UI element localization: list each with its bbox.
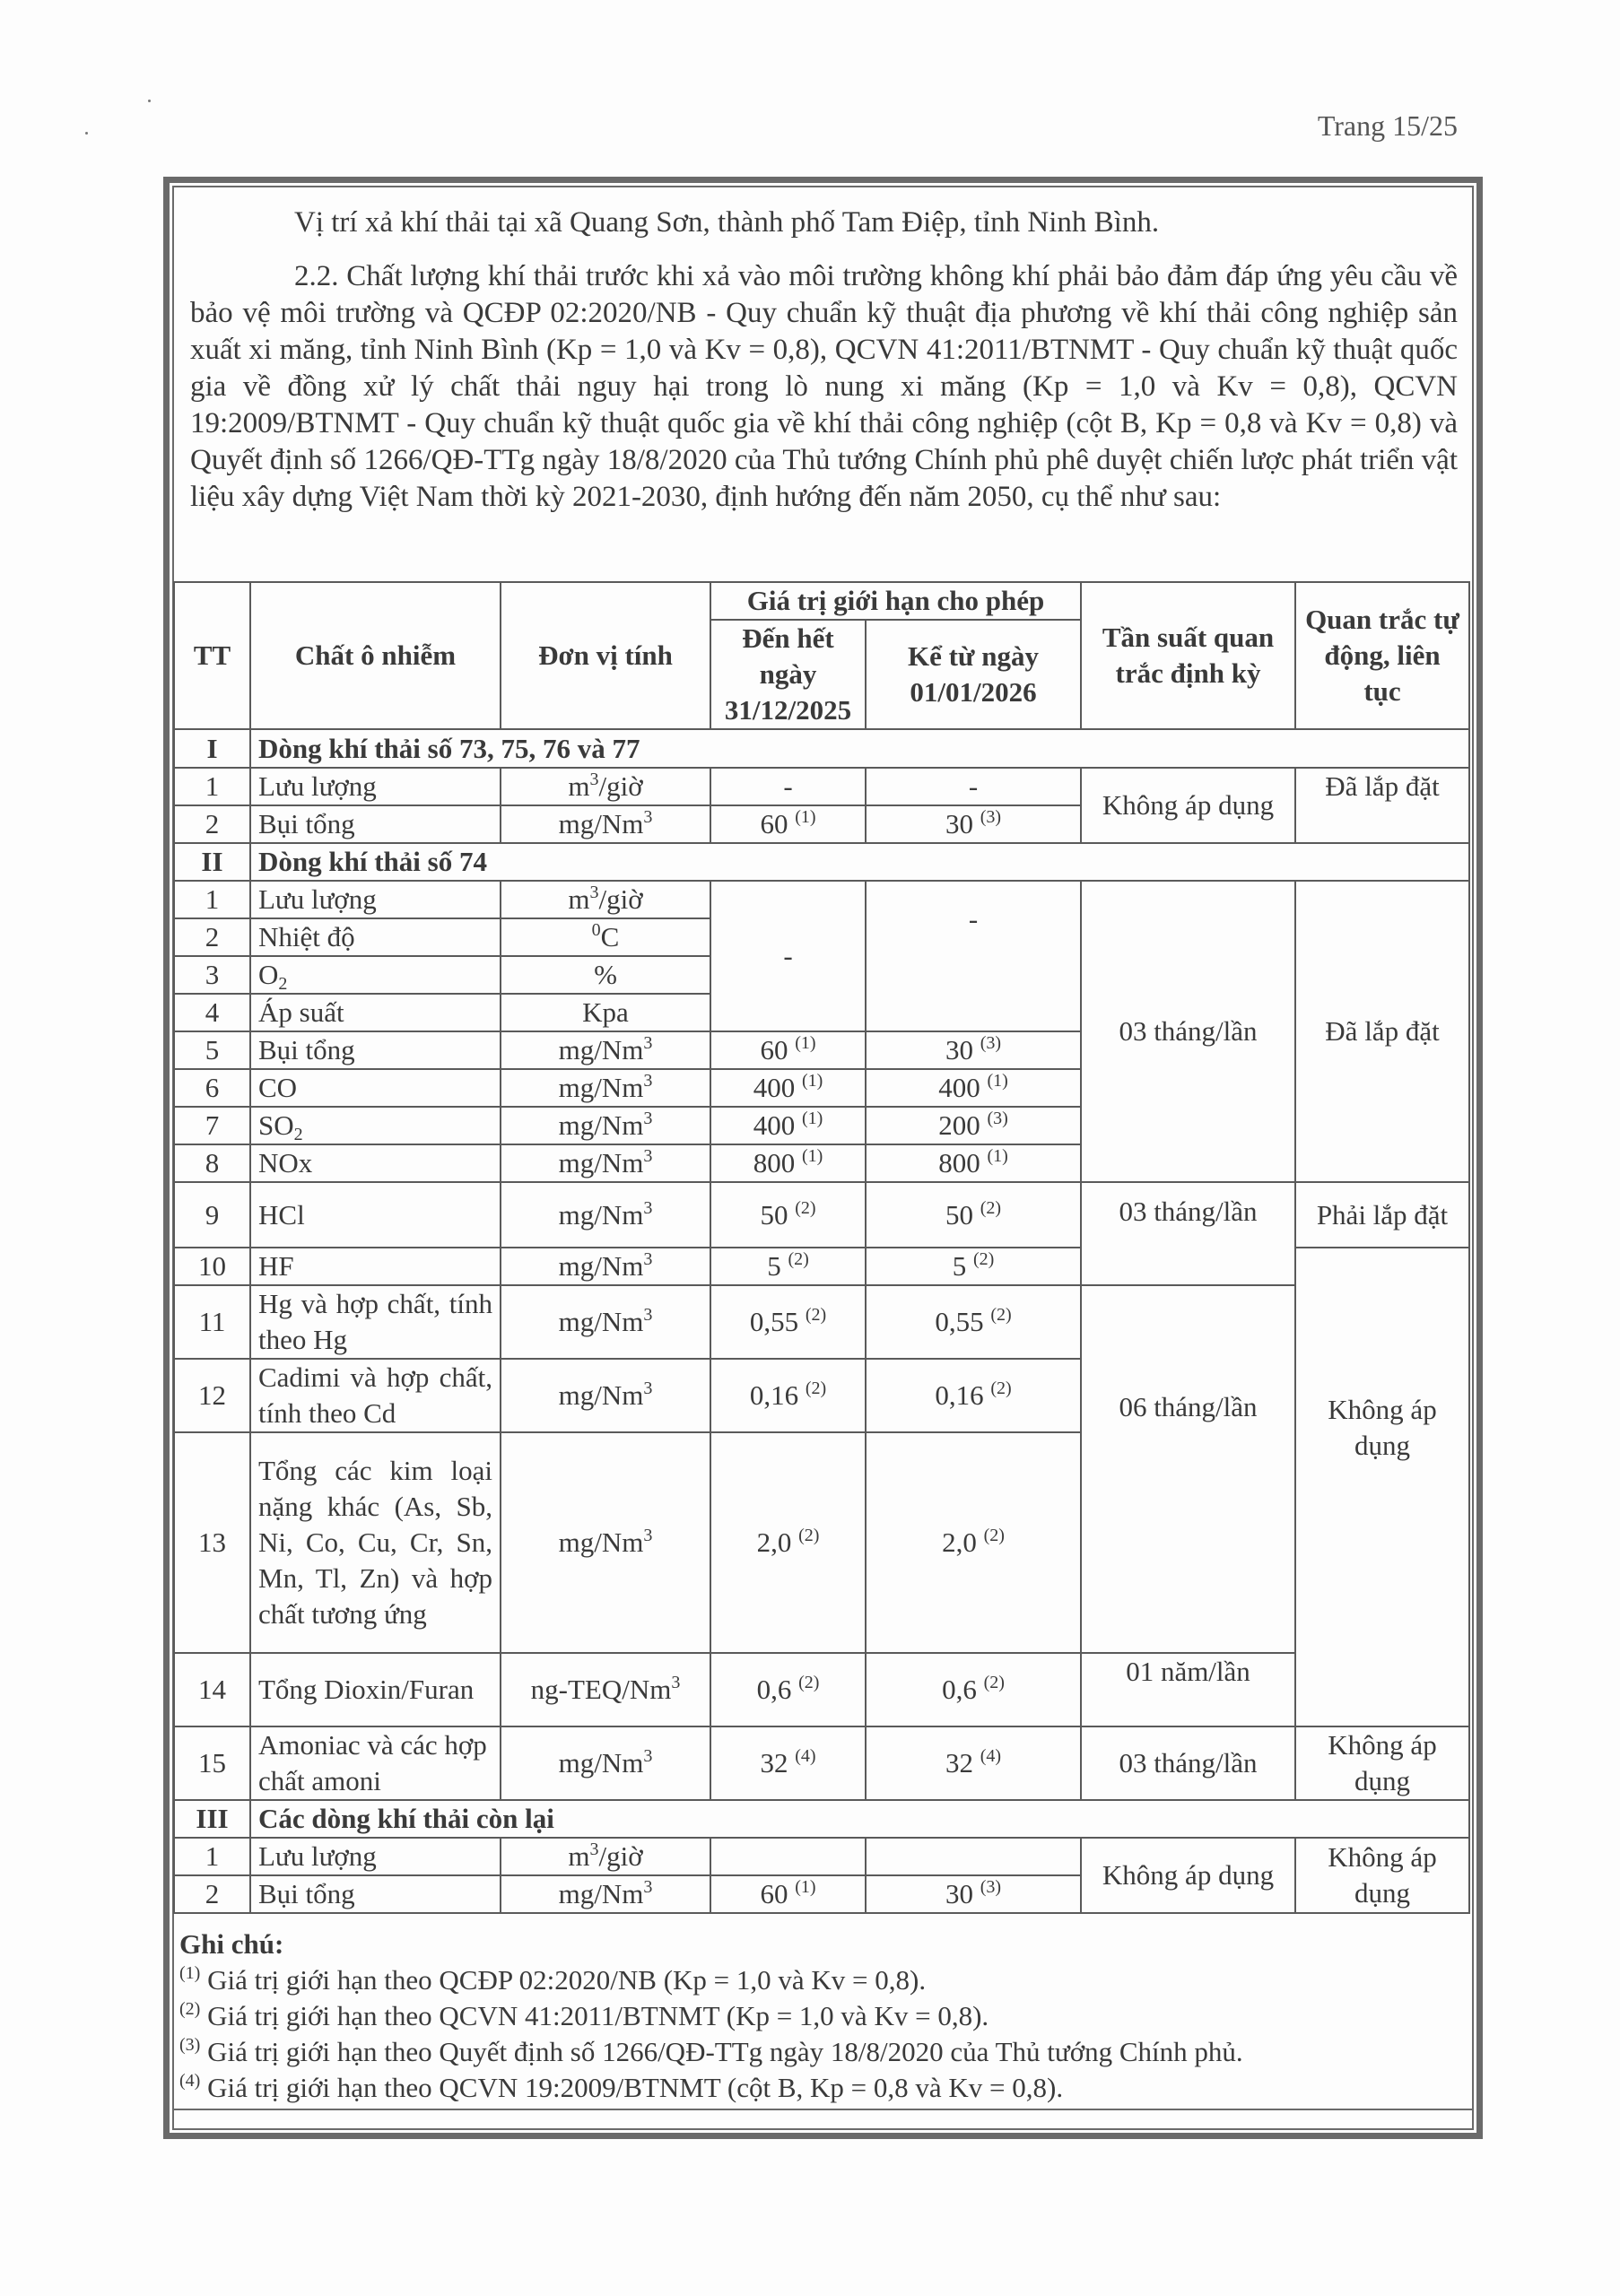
row-unit: $m^3$/giờ (501, 1838, 710, 1875)
row-unit: mg/Nm$^3$ (501, 1359, 710, 1432)
row-limit-until (710, 1838, 866, 1875)
row-tt: 15 (174, 1726, 250, 1800)
requirement-paragraph: 2.2. Chất lượng khí thải trước khi xả vào môi trường không khí phải bảo đảm đáp ứng yêu cầu về bảo vệ môi trường và QCĐP 02:2020/NB - Quy chuẩn kỹ thuật địa phương về khí thải công nghiệp sản xuất xi măng, tỉnh Ninh Bình (Kp = 1,0 và Kv = 0,8), QCVN 41:2011/BTNMT - Quy chuẩn kỹ thuật quốc gia về đồng xử lý chất thải nguy hại trong lò nung xi măng (Kp = 1,0 và Kv = 0,8), QCVN 19:2009/BTNMT - Quy chuẩn kỹ thuật quốc gia về khí thải công nghiệp (cột B, Kp = 0,8 và Kv = 0,8) và Quyết định số 1266/QĐ-TTg ngày 18/8/2020 của Thủ tướng Chính phủ phê duyệt chiến lược phát triển vật liệu xây dựng Việt Nam thời kỳ 2021-2030, định hướng đến năm 2050, cụ thể như sau: (190, 260, 1458, 513)
row-tt: 1 (174, 768, 250, 805)
row-pollutant: Bụi tổng (250, 805, 501, 843)
row-tt: 7 (174, 1107, 250, 1144)
row-unit: $^0$C (501, 918, 710, 956)
note-item: $^{(1)}$ Giá trị giới hạn theo QCĐP 02:2020/NB (Kp = 1,0 và Kv = 0,8). (179, 1963, 927, 1996)
row-frequency: 03 tháng/lần (1081, 1726, 1295, 1800)
row-pollutant: Bụi tổng (250, 1875, 501, 1913)
row-pollutant: $SO_2$ (250, 1107, 501, 1144)
row-tt: 10 (174, 1248, 250, 1285)
row-unit: ng-TEQ/Nm$^3$ (501, 1653, 710, 1726)
row-tt: 9 (174, 1182, 250, 1248)
notes-title: Ghi chú: (179, 1928, 284, 1960)
row-frequency: 01 năm/lần (1081, 1653, 1295, 1726)
row-pollutant: NOx (250, 1144, 501, 1182)
row-limit-until: 800 $^{(1)}$ (710, 1144, 866, 1182)
row-pollutant: Cadimi và hợp chất, tính theo Cd (250, 1359, 501, 1432)
row-limit-from: 5 $^{(2)}$ (866, 1248, 1081, 1285)
table-row (174, 1182, 1469, 1248)
row-unit: mg/Nm$^3$ (501, 1107, 710, 1144)
row-unit: mg/Nm$^3$ (501, 1248, 710, 1285)
row-unit: Kpa (501, 994, 710, 1031)
emission-limits-table (173, 581, 1470, 1914)
row-limit-from: - (866, 768, 1081, 805)
row-unit: mg/Nm$^3$ (501, 1182, 710, 1248)
row-limit-from: 32 $^{(4)}$ (866, 1726, 1081, 1800)
row-unit: mg/Nm$^3$ (501, 1875, 710, 1913)
row-unit: % (501, 956, 710, 994)
section-id: III (174, 1800, 250, 1838)
row-limit-from: 800 $^{(1)}$ (866, 1144, 1081, 1182)
header-limit-from: Kể từ ngày 01/01/2026 (866, 620, 1081, 729)
row-limit-from: 2,0 $^{(2)}$ (866, 1432, 1081, 1653)
row-pollutant: Lưu lượng (250, 1838, 501, 1875)
row-tt: 11 (174, 1285, 250, 1359)
row-unit: mg/Nm$^3$ (501, 1031, 710, 1069)
row-unit: mg/Nm$^3$ (501, 1144, 710, 1182)
header-frequency: Tần suất quan trắc định kỳ (1081, 582, 1295, 729)
row-limit-from: 30 $^{(3)}$ (866, 805, 1081, 843)
note-item: $^{(2)}$ Giá trị giới hạn theo QCVN 41:2011/BTNMT (Kp = 1,0 và Kv = 0,8). (179, 1999, 989, 2031)
row-pollutant: Áp suất (250, 994, 501, 1031)
section-row (174, 729, 1469, 768)
row-limit-until: 0,16 $^{(2)}$ (710, 1359, 866, 1432)
row-tt: 2 (174, 1875, 250, 1913)
row-limit-until: 2,0 $^{(2)}$ (710, 1432, 866, 1653)
row-limit-from: 0,6 $^{(2)}$ (866, 1653, 1081, 1726)
row-unit: mg/Nm$^3$ (501, 1432, 710, 1653)
row-limit-until: 0,6 $^{(2)}$ (710, 1653, 866, 1726)
row-limit-until: 0,55 $^{(2)}$ (710, 1285, 866, 1359)
row-pollutant: Tổng Dioxin/Furan (250, 1653, 501, 1726)
row-frequency: 06 tháng/lần (1081, 1285, 1295, 1653)
note-item: $^{(4)}$ Giá trị giới hạn theo QCVN 19:2009/BTNMT (cột B, Kp = 0,8 và Kv = 0,8). (179, 2071, 1064, 2103)
page-number: Trang 15/25 (1317, 109, 1458, 142)
row-limit-until: - (710, 881, 866, 1031)
row-pollutant: Bụi tổng (250, 1031, 501, 1069)
row-limit-from: 30 $^{(3)}$ (866, 1031, 1081, 1069)
notes-section (179, 1926, 1462, 2106)
section-id: II (174, 843, 250, 881)
row-limit-from: 50 $^{(2)}$ (866, 1182, 1081, 1248)
row-limit-from (866, 1838, 1081, 1875)
row-tt: 6 (174, 1069, 250, 1107)
row-pollutant: Nhiệt độ (250, 918, 501, 956)
row-limit-until: 5 $^{(2)}$ (710, 1248, 866, 1285)
section-title: Dòng khí thải số 73, 75, 76 và 77 (250, 729, 1469, 768)
header-pollutant: Chất ô nhiễm (250, 582, 501, 729)
row-auto-monitoring: Không áp dụng (1295, 1248, 1469, 1726)
row-tt: 2 (174, 805, 250, 843)
note-item: $^{(3)}$ Giá trị giới hạn theo Quyết định số 1266/QĐ-TTg ngày 18/8/2020 của Thủ tướng Chính phủ. (179, 2035, 1243, 2067)
row-auto-monitoring: Không áp dụng (1295, 1838, 1469, 1913)
row-tt: 12 (174, 1359, 250, 1432)
row-unit: mg/Nm$^3$ (501, 1069, 710, 1107)
section-title: Các dòng khí thải còn lại (250, 1800, 1469, 1838)
table-row (174, 1653, 1469, 1726)
table-row (174, 1726, 1469, 1800)
header-unit: Đơn vị tính (501, 582, 710, 729)
row-tt: 3 (174, 956, 250, 994)
row-pollutant: Lưu lượng (250, 768, 501, 805)
row-frequency: 03 tháng/lần (1081, 881, 1295, 1182)
row-unit: $m^3$/giờ (501, 768, 710, 805)
row-limit-from: 0,55 $^{(2)}$ (866, 1285, 1081, 1359)
row-limit-from: 400 $^{(1)}$ (866, 1069, 1081, 1107)
row-frequency: 03 tháng/lần (1081, 1182, 1295, 1285)
section-row (174, 843, 1469, 881)
row-pollutant: Amoniac và các hợp chất amoni (250, 1726, 501, 1800)
table-row (174, 1285, 1469, 1359)
row-limit-until: 32 $^{(4)}$ (710, 1726, 866, 1800)
header-auto-monitoring: Quan trắc tự động, liên tục (1295, 582, 1469, 729)
row-limit-until: 60 $^{(1)}$ (710, 805, 866, 843)
row-auto-monitoring: Phải lắp đặt (1295, 1182, 1469, 1248)
row-tt: 4 (174, 994, 250, 1031)
row-pollutant: HCl (250, 1182, 501, 1248)
scan-speck (85, 132, 88, 135)
row-pollutant: $O_2$ (250, 956, 501, 994)
row-limit-until: 400 $^{(1)}$ (710, 1107, 866, 1144)
location-line: Vị trí xả khí thải tại xã Quang Sơn, thành phố Tam Điệp, tỉnh Ninh Bình. (294, 206, 1160, 239)
row-unit: mg/Nm$^3$ (501, 1285, 710, 1359)
row-tt: 1 (174, 881, 250, 918)
row-tt: 8 (174, 1144, 250, 1182)
section-title: Dòng khí thải số 74 (250, 843, 1469, 881)
row-auto-monitoring: Đã lắp đặt (1295, 881, 1469, 1182)
row-unit: $m^3$/giờ (501, 881, 710, 918)
row-pollutant: Lưu lượng (250, 881, 501, 918)
notes-bottom-divider (172, 2109, 1474, 2110)
row-limit-until: 50 $^{(2)}$ (710, 1182, 866, 1248)
row-limit-until: 400 $^{(1)}$ (710, 1069, 866, 1107)
row-auto-monitoring: Không áp dụng (1295, 1726, 1469, 1800)
row-tt: 1 (174, 1838, 250, 1875)
scan-speck (148, 100, 151, 102)
section-id: I (174, 729, 250, 768)
row-frequency: Không áp dụng (1081, 1838, 1295, 1913)
row-auto-monitoring: Đã lắp đặt (1295, 768, 1469, 843)
row-limit-from: 0,16 $^{(2)}$ (866, 1359, 1081, 1432)
row-limit-until: 60 $^{(1)}$ (710, 1031, 866, 1069)
row-pollutant: CO (250, 1069, 501, 1107)
header-limit-until: Đến hết ngày 31/12/2025 (710, 620, 866, 729)
row-tt: 5 (174, 1031, 250, 1069)
row-pollutant: Hg và hợp chất, tính theo Hg (250, 1285, 501, 1359)
header-limit-group: Giá trị giới hạn cho phép (710, 582, 1081, 620)
row-tt: 14 (174, 1653, 250, 1726)
row-tt: 2 (174, 918, 250, 956)
row-limit-until: 60 $^{(1)}$ (710, 1875, 866, 1913)
row-limit-from: 30 $^{(3)}$ (866, 1875, 1081, 1913)
row-limit-from: - (866, 881, 1081, 1031)
row-pollutant: Tổng các kim loại nặng khác (As, Sb, Ni, Co, Cu, Cr, Sn, Mn, Tl, Zn) và hợp chất tương ứng (250, 1432, 501, 1653)
row-unit: mg/Nm$^3$ (501, 1726, 710, 1800)
row-tt: 13 (174, 1432, 250, 1653)
row-limit-until: - (710, 768, 866, 805)
row-unit: mg/Nm$^3$ (501, 805, 710, 843)
header-tt: TT (174, 582, 250, 729)
row-limit-from: 200 $^{(3)}$ (866, 1107, 1081, 1144)
table-row (174, 881, 1469, 918)
section-row (174, 1800, 1469, 1838)
table-row (174, 768, 1469, 805)
table-row (174, 1838, 1469, 1875)
row-frequency: Không áp dụng (1081, 768, 1295, 843)
row-pollutant: HF (250, 1248, 501, 1285)
